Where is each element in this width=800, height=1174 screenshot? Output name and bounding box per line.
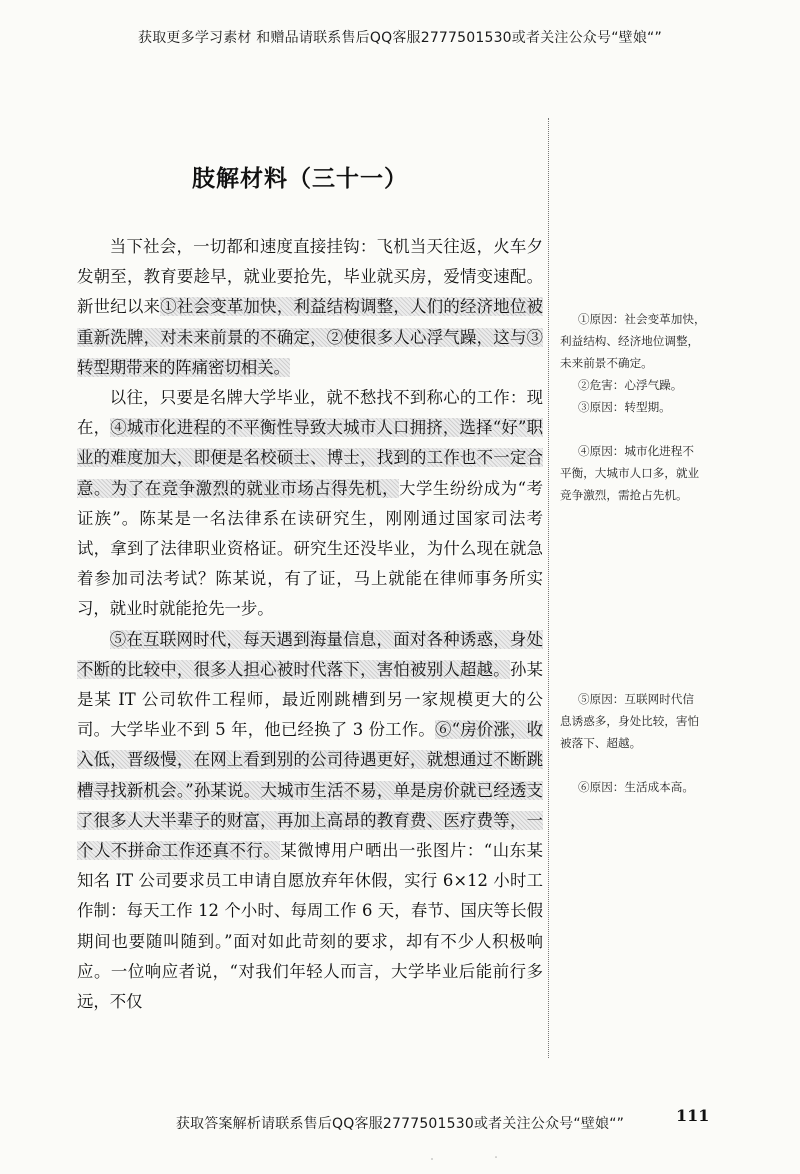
paragraph-1 — [77, 232, 543, 383]
note-line: ①原因：社会变革加快， — [578, 312, 706, 326]
text-segment: 以往，只要是名牌大学毕业，就不愁找不到称心的工作：现在， — [77, 388, 543, 438]
note-line: 被落下、超越。 — [560, 736, 642, 750]
note-line: 息诱惑多，身处比较，害怕 — [560, 714, 700, 728]
page-title: 肢解材料（三十一） — [192, 165, 408, 192]
paragraph-2 — [77, 383, 543, 625]
highlighted-segment: ①社会变革加快，利益结构调整，人们的经济地位被重新洗牌，对未来前景的不确定，②使很多人心浮气躁，这与③转型期带来的阵痛密切相关。 — [77, 297, 544, 377]
highlighted-segment: ④城市化进程的不平衡性导致大城市人口拥挤，选择“好”职业的难度加大，即便是名校硕士、博士，找到的工作也不一定合意。为了在竞争激烈的就业市场占得先机， — [77, 418, 543, 498]
text-segment: 当下社会，一切都和速度直接挂钩：飞机当天往返，火车夕发朝至，教育要趁早，就业要抢先，毕业就买房，爱情变速配。新世纪以来 — [77, 237, 543, 317]
body-text — [77, 232, 543, 1017]
highlighted-segment: ⑥“房价涨，收入低，晋级慢，在网上看到别的公司待遇更好，就想通过不断跳槽寻找新机会。”孙某说。大城市生活不易，单是房价就已经透支了很多人大半辈子的财富，再加上高昂的教育费、医疗费等，一个人不拼命工作还真不行。 — [77, 720, 543, 861]
note-line: 未来前景不确定。 — [560, 356, 653, 370]
note-line: ②危害：心浮气躁。 — [578, 378, 683, 392]
margin-note-6 — [560, 776, 770, 798]
note-line: 利益结构、经济地位调整， — [560, 334, 700, 348]
margin-note-2 — [560, 374, 770, 396]
text-segment: 大学生纷纷成为“考证族”。陈某是一名法律系在读研究生，刚刚通过国家司法考试，拿到了法律职业资格证。研究生还没毕业，为什么现在就急着参加司法考试？陈某说，有了证，马上就能在律师事务所实习，就业时就能抢先一步。 — [77, 478, 543, 619]
page-number: 111 — [676, 1106, 710, 1125]
footer-banner: 获取答案解析请联系售后QQ客服2777501530或者关注公众号“壁娘“” — [175, 1116, 625, 1132]
margin-note-5 — [560, 688, 770, 754]
margin-note-4 — [560, 440, 770, 506]
note-line: ⑤原因：互联网时代信 — [578, 692, 694, 706]
note-line: ③原因：转型期。 — [578, 400, 671, 414]
margin-note-3 — [560, 396, 770, 418]
header-banner: 获取更多学习素材 和赠品请联系售后QQ客服2777501530或者关注公众号“壁娘“” — [138, 30, 662, 46]
margin-divider — [548, 118, 549, 1058]
paragraph-3 — [77, 625, 543, 1018]
note-line: ④原因：城市化进程不 — [578, 444, 694, 458]
margin-note-1 — [560, 308, 770, 374]
note-line: 竞争激烈，需抢占先机。 — [560, 488, 688, 502]
scan-noise — [400, 1150, 560, 1168]
note-line: ⑥原因：生活成本高。 — [578, 780, 694, 794]
highlighted-segment: ⑤在互联网时代，每天遇到海量信息，面对各种诱惑，身处不断的比较中，很多人担心被时代落下，害怕被别人超越。 — [77, 629, 543, 679]
text-segment: 某微博用户晒出一张图片：“山东某知名 IT 公司要求员工申请自愿放弃年休假，实行 6×12 小时工作制：每天工作 12 个小时、每周工作 6 天，春节、国庆等长假期间也要随叫随到。”面对如此苛刻的要求，却有不少人积极响应。一位响应者说，“对我们年轻人而言，大学毕业后能前行多远，不仅 — [77, 841, 543, 1012]
note-line: 平衡，大城市人口多，就业 — [560, 466, 700, 480]
text-segment: 孙某是某 IT 公司软件工程师，最近刚跳槽到另一家规模更大的公司。大学毕业不到 5 年，他已经换了 3 份工作。 — [77, 659, 544, 740]
